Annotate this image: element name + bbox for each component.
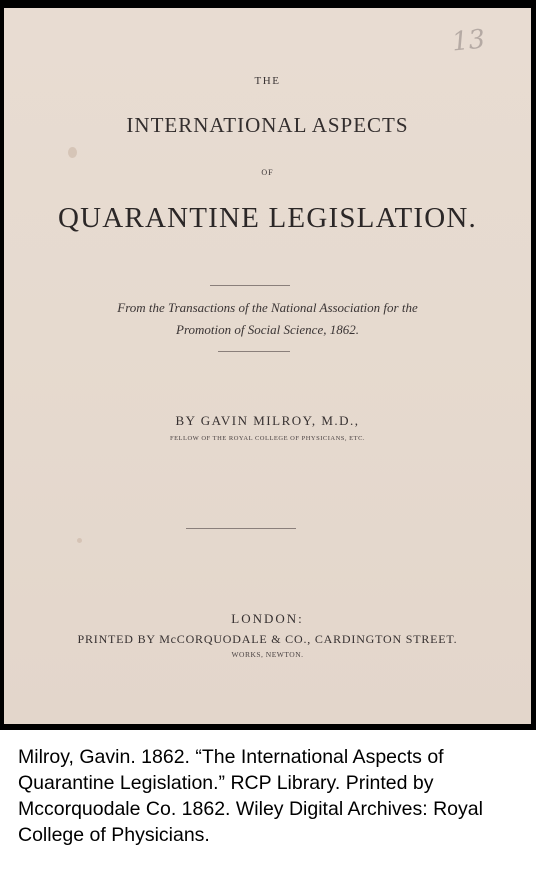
author-line: BY GAVIN MILROY, M.D., [175,413,360,428]
foxing-spot [68,147,77,158]
source-line-1: From the Transactions of the National Association for the [117,300,418,315]
divider-rule [210,285,290,286]
title-line-1: INTERNATIONAL ASPECTS [126,113,409,137]
imprint-works: WORKS, NEWTON. [231,650,304,659]
source-line-2: Promotion of Social Science, 1862. [176,322,359,337]
divider-rule [186,528,296,529]
image-caption: Milroy, Gavin. 1862. “The International Aspects of Quarantine Legislation.” RCP Library. Printed by Mccorquodale Co. 1862. Wiley Digital Archives: Royal College of Physicians. [18,746,483,846]
title-article: THE [254,75,281,87]
title-page-scan [4,8,531,724]
title-line-2: QUARANTINE LEGISLATION. [57,202,478,234]
imprint-printer: PRINTED BY McCORQUODALE & CO., CARDINGTON STREET. [77,632,458,646]
foxing-spot [77,538,82,543]
page-number-handwritten: 13 [450,24,487,58]
title-preposition: OF [261,168,274,177]
divider-rule [218,351,290,352]
imprint-city: LONDON: [231,611,304,626]
author-affiliation: FELLOW OF THE ROYAL COLLEGE OF PHYSICIANS, ETC. [169,435,366,442]
